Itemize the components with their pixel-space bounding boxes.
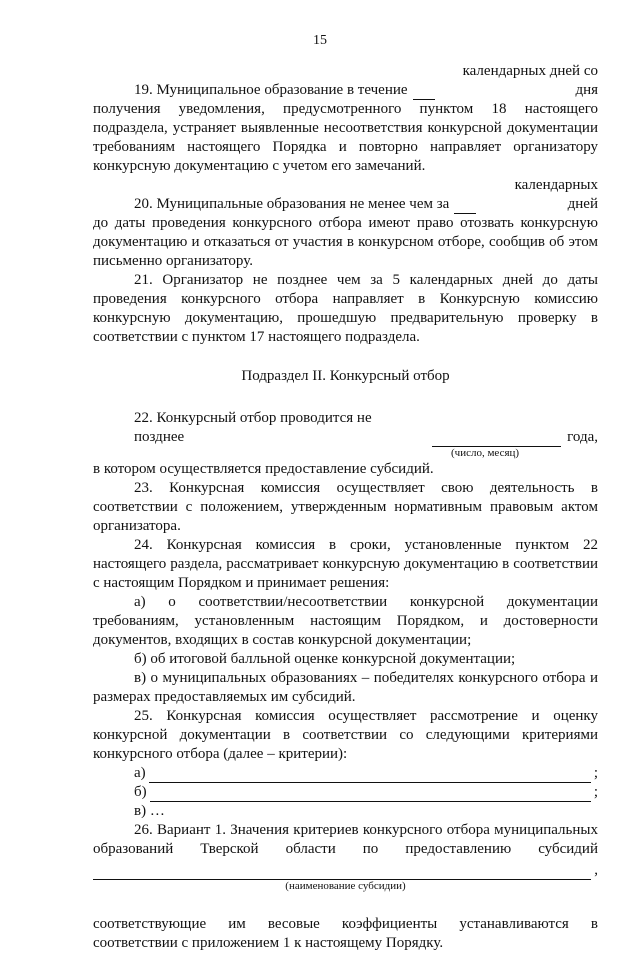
subsidy-name-blank [93,865,591,880]
p20-text-start: 20. Муниципальные образования не менее чем за [134,196,450,212]
p22-date-blank [432,432,561,447]
criterion-b-line [93,783,598,802]
paragraph-24-item-c: в) о муниципальных образованиях – победителях конкурсного отбора и размерах предоставляемых им субсидий. [93,670,598,705]
subsidy-name-line [93,861,598,880]
criterion-a-end: ; [593,765,598,781]
paragraph-19-rest: получения уведомления, предусмотренного пунктом 18 настоящего подраздела, устраняет выявленные несоответствия конкурсной документации требованиям настоящего Порядка и повторно направляет организатору конкурсную документацию с учетом его замечаний. [93,101,598,174]
paragraph-24-item-b: б) об итоговой балльной оценке конкурсной документации; [134,651,516,667]
p20-text-end: календарных дней [514,177,598,212]
paragraph-24-item-a: а) о соответствии/несоответствии конкурсной документации требованиям, установленным настоящим Порядком, и достоверности документов, входящих в состав конкурсной документации; [93,594,598,648]
criterion-a-label: а) [134,765,146,781]
criterion-b-label: б) [134,784,147,800]
page-number: 15 [313,33,327,48]
paragraph-22-first-line [93,409,598,447]
paragraph-26-line-3: соответствующие им весовые коэффициенты устанавливаются в [93,916,598,932]
document-body [93,62,598,953]
paragraph-22-rest: в котором осуществляется предоставление субсидий. [93,461,434,477]
paragraph-26-line-4: соответствии с приложением 1 к настоящему Порядку. [93,935,444,951]
criterion-b-blank [150,787,591,802]
paragraph-21: 21. Организатор не позднее чем за 5 календарных дней до даты проведения конкурсного отбора направляет в Конкурсную комиссию конкурсную документацию, прошедшую предварительную проверку в соответствии с пунктом 17 настоящего подраздела. [93,272,598,345]
p22-text-end: года, [567,429,598,445]
paragraph-26-line-2: образований Тверской области по предоставлению субсидий [93,841,598,857]
paragraph-24-intro: 24. Конкурсная комиссия в сроки, установленные пунктом 22 настоящего раздела, рассматривает конкурсную документацию в соответствии с настоящим Порядком и принимает решения: [93,537,598,591]
paragraph-20-first-line [93,176,598,214]
p19-blank [413,85,435,100]
p22-date-caption: (число, месяц) [451,447,520,459]
subsidy-name-comma: , [594,862,598,878]
p22-text-start: 22. Конкурсный отбор проводится не позднее [134,410,372,445]
p19-text-end: календарных дней со дня [462,63,598,98]
paragraph-20-rest: до даты проведения конкурсного отбора имеют право отозвать конкурсную документацию и отказаться от участия в конкурсном отборе, сообщив об этом письменно организатору. [93,215,598,269]
criterion-a-blank [149,768,591,783]
p20-blank [454,199,476,214]
criterion-a-line [93,764,598,783]
paragraph-19-first-line [93,62,598,100]
paragraph-26-line-1: 26. Вариант 1. Значения критериев конкурсного отбора муниципальных [134,822,598,838]
subsidy-name-caption: (наименование субсидии) [285,880,406,892]
paragraph-23: 23. Конкурсная комиссия осуществляет свою деятельность в соответствии с положением, утвержденным нормативным правовым актом организатора. [93,480,598,534]
paragraph-25-intro: 25. Конкурсная комиссия осуществляет рассмотрение и оценку конкурсной документации в соответствии со следующими критериями конкурсного отбора (далее – критерии): [93,708,598,762]
criterion-c-line: в) … [134,803,165,819]
subsection-heading: Подраздел II. Конкурсный отбор [241,368,450,384]
criterion-b-end: ; [593,784,598,800]
p19-text-start: 19. Муниципальное образование в течение [134,82,408,98]
